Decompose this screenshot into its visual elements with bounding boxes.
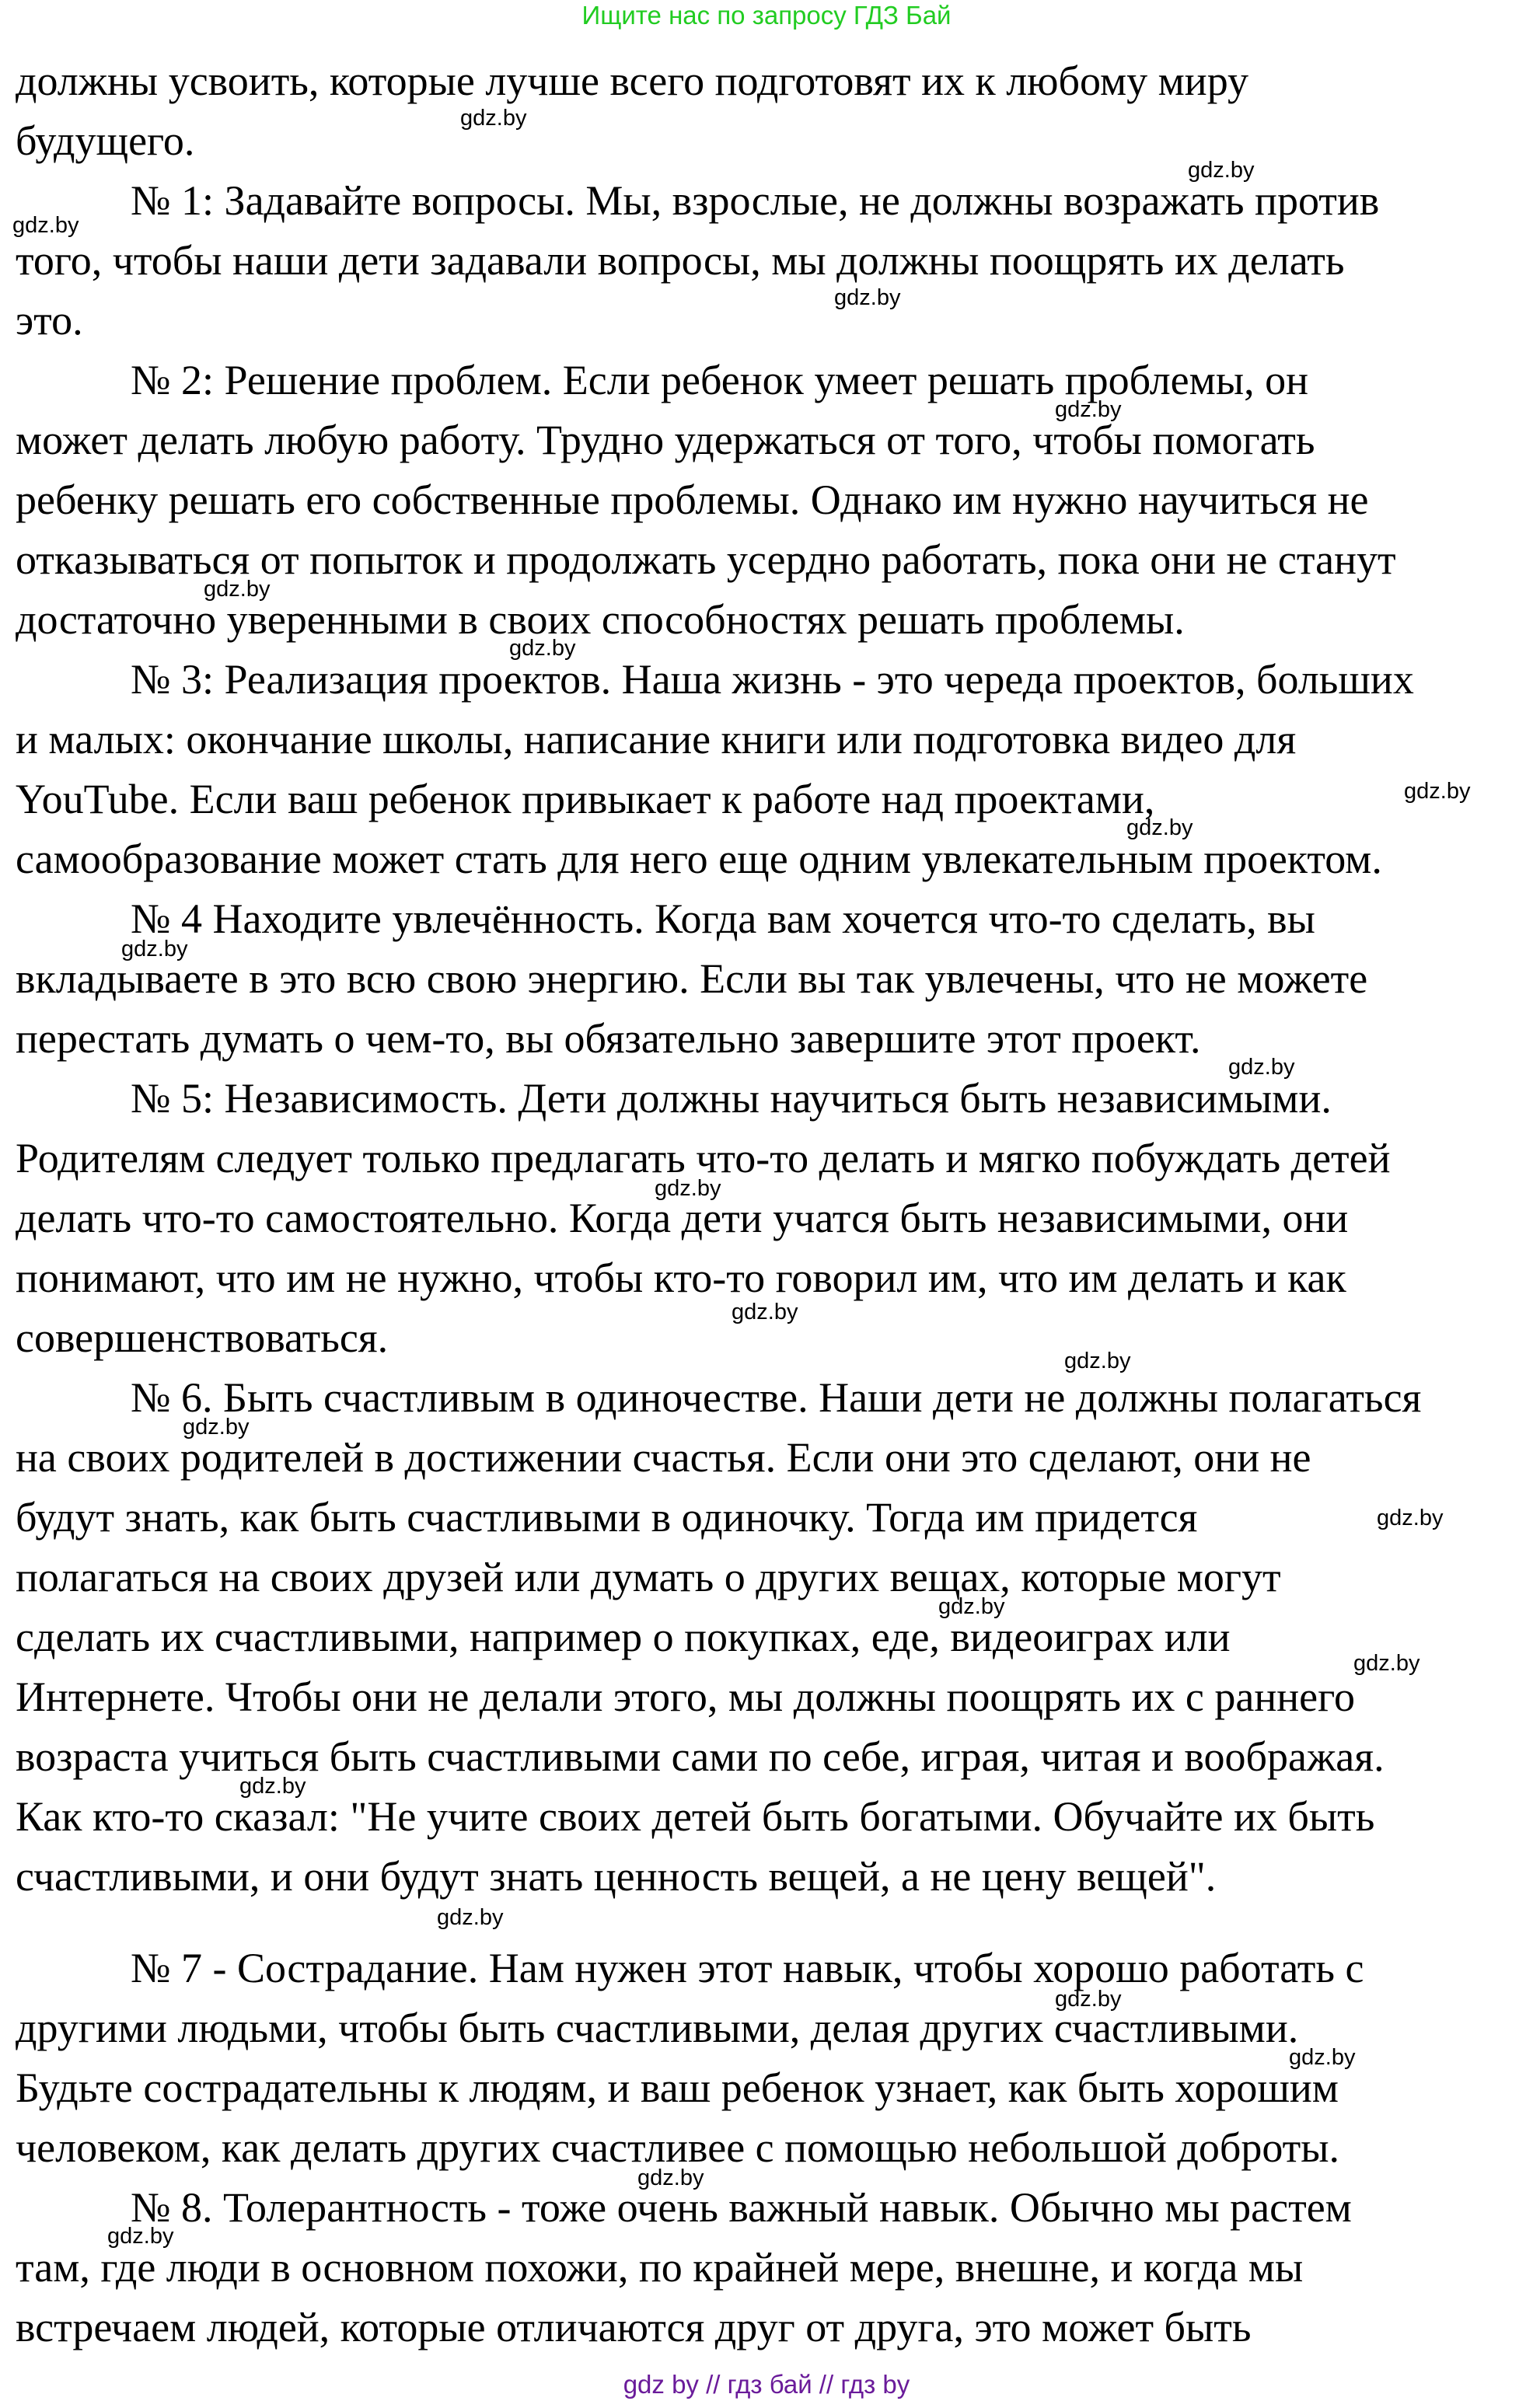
text-line: Как кто-то сказал: "Не учите своих детей быть богатыми. Обучайте их быть — [16, 1793, 1375, 1840]
text-line: должны усвоить, которые лучше всего подготовят их к любому миру — [16, 58, 1248, 104]
watermark: gdz.by — [1353, 1651, 1420, 1676]
watermark: gdz.by — [1289, 2045, 1356, 2070]
text-line: ребенку решать его собственные проблемы. Однако им нужно научиться не — [16, 476, 1369, 523]
watermark: gdz.by — [1064, 1349, 1131, 1373]
text-line: счастливыми, и они будут знать ценность вещей, а не цену вещей". — [16, 1853, 1217, 1900]
paragraph-start: № 5: Независимость. Дети должны научиться быть независимыми. — [131, 1075, 1332, 1122]
text-line: самообразование может стать для него еще одним увлекательным проектом. — [16, 836, 1382, 882]
paragraph-start: № 1: Задавайте вопросы. Мы, взрослые, не должны возражать против — [131, 177, 1380, 224]
text-line: другими людьми, чтобы быть счастливыми, делая других счастливыми. — [16, 2005, 1299, 2051]
paragraph-start: № 2: Решение проблем. Если ребенок умеет решать проблемы, он — [131, 357, 1309, 403]
watermark: gdz.by — [107, 2224, 174, 2249]
watermark: gdz.by — [1228, 1055, 1295, 1080]
text-line: будут знать, как быть счастливыми в одиночку. Тогда им придется — [16, 1494, 1198, 1541]
text-line: отказываться от попыток и продолжать усердно работать, пока они не станут — [16, 536, 1396, 583]
watermark: gdz.by — [1126, 815, 1193, 840]
watermark: gdz.by — [460, 106, 527, 131]
footer-links: gdz by // гдз бай // гдз by — [623, 2370, 910, 2399]
paragraph-start: № 7 - Сострадание. Нам нужен этот навык, чтобы хорошо работать с — [131, 1945, 1364, 1991]
text-line: вкладываете в это всю свою энергию. Если вы так увлечены, что не можете — [16, 955, 1368, 1002]
text-line: сделать их счастливыми, например о покупках, еде, видеоиграх или — [16, 1614, 1231, 1660]
watermark: gdz.by — [834, 285, 901, 310]
paragraph-start: № 8. Толерантность - тоже очень важный навык. Обычно мы растем — [131, 2184, 1352, 2231]
search-banner: Ищите нас по запросу ГДЗ Бай — [581, 1, 952, 30]
text-line: Родителям следует только предлагать что-то делать и мягко побуждать детей — [16, 1135, 1391, 1181]
watermark: gdz.by — [637, 2165, 704, 2190]
paragraph-start: № 4 Находите увлечённость. Когда вам хочется что-то сделать, вы — [131, 895, 1315, 942]
text-line: полагаться на своих друзей или думать о других вещах, которые могут — [16, 1554, 1281, 1600]
watermark: gdz.by — [655, 1176, 721, 1201]
text-line: YouTube. Если ваш ребенок привыкает к работе над проектами, — [16, 776, 1155, 822]
text-line: будущего. — [16, 117, 195, 164]
text-line: человеком, как делать других счастливее с помощью небольшой доброты. — [16, 2124, 1340, 2171]
text-line: понимают, что им не нужно, чтобы кто-то говорил им, что им делать и как — [16, 1255, 1346, 1301]
text-line: перестать думать о чем-то, вы обязательно завершите этот проект. — [16, 1015, 1201, 1062]
text-line: это. — [16, 297, 83, 344]
watermark: gdz.by — [1188, 158, 1255, 183]
text-line: того, чтобы наши дети задавали вопросы, мы должны поощрять их делать — [16, 237, 1345, 284]
text-line: на своих родителей в достижении счастья. Если они это сделают, они не — [16, 1434, 1311, 1481]
watermark: gdz.by — [732, 1300, 798, 1324]
text-line: и малых: окончание школы, написание книги или подготовка видео для — [16, 716, 1297, 763]
watermark: gdz.by — [121, 937, 188, 961]
text-line: достаточно уверенными в своих способностях решать проблемы. — [16, 596, 1185, 643]
text-line: там, где люди в основном похожи, по крайней мере, внешне, и когда мы — [16, 2244, 1304, 2291]
watermark: gdz.by — [509, 636, 576, 661]
watermark: gdz.by — [1055, 397, 1122, 422]
watermark: gdz.by — [1377, 1506, 1444, 1530]
watermark: gdz.by — [437, 1905, 504, 1930]
watermark: gdz.by — [183, 1415, 250, 1440]
text-line: делать что-то самостоятельно. Когда дети учатся быть независимыми, они — [16, 1195, 1349, 1241]
watermark: gdz.by — [1055, 1987, 1122, 2012]
text-line: совершенствоваться. — [16, 1314, 389, 1361]
paragraph-start: № 3: Реализация проектов. Наша жизнь - это череда проектов, больших — [131, 656, 1414, 703]
watermark: gdz.by — [239, 1774, 306, 1799]
watermark: gdz.by — [938, 1594, 1005, 1619]
text-line: встречаем людей, которые отличаются друг от друга, это может быть — [16, 2304, 1252, 2350]
text-line: Будьте сострадательны к людям, и ваш ребенок узнает, как быть хорошим — [16, 2064, 1339, 2111]
text-line: возраста учиться быть счастливыми сами по себе, играя, читая и воображая. — [16, 1733, 1385, 1780]
watermark: gdz.by — [1404, 779, 1471, 804]
text-line: Интернете. Чтобы они не делали этого, мы должны поощрять их с раннего — [16, 1673, 1355, 1720]
text-line: может делать любую работу. Трудно удержаться от того, чтобы помогать — [16, 417, 1315, 463]
watermark: gdz.by — [12, 213, 79, 238]
paragraph-start: № 6. Быть счастливым в одиночестве. Наши дети не должны полагаться — [131, 1374, 1422, 1421]
watermark: gdz.by — [204, 577, 271, 602]
